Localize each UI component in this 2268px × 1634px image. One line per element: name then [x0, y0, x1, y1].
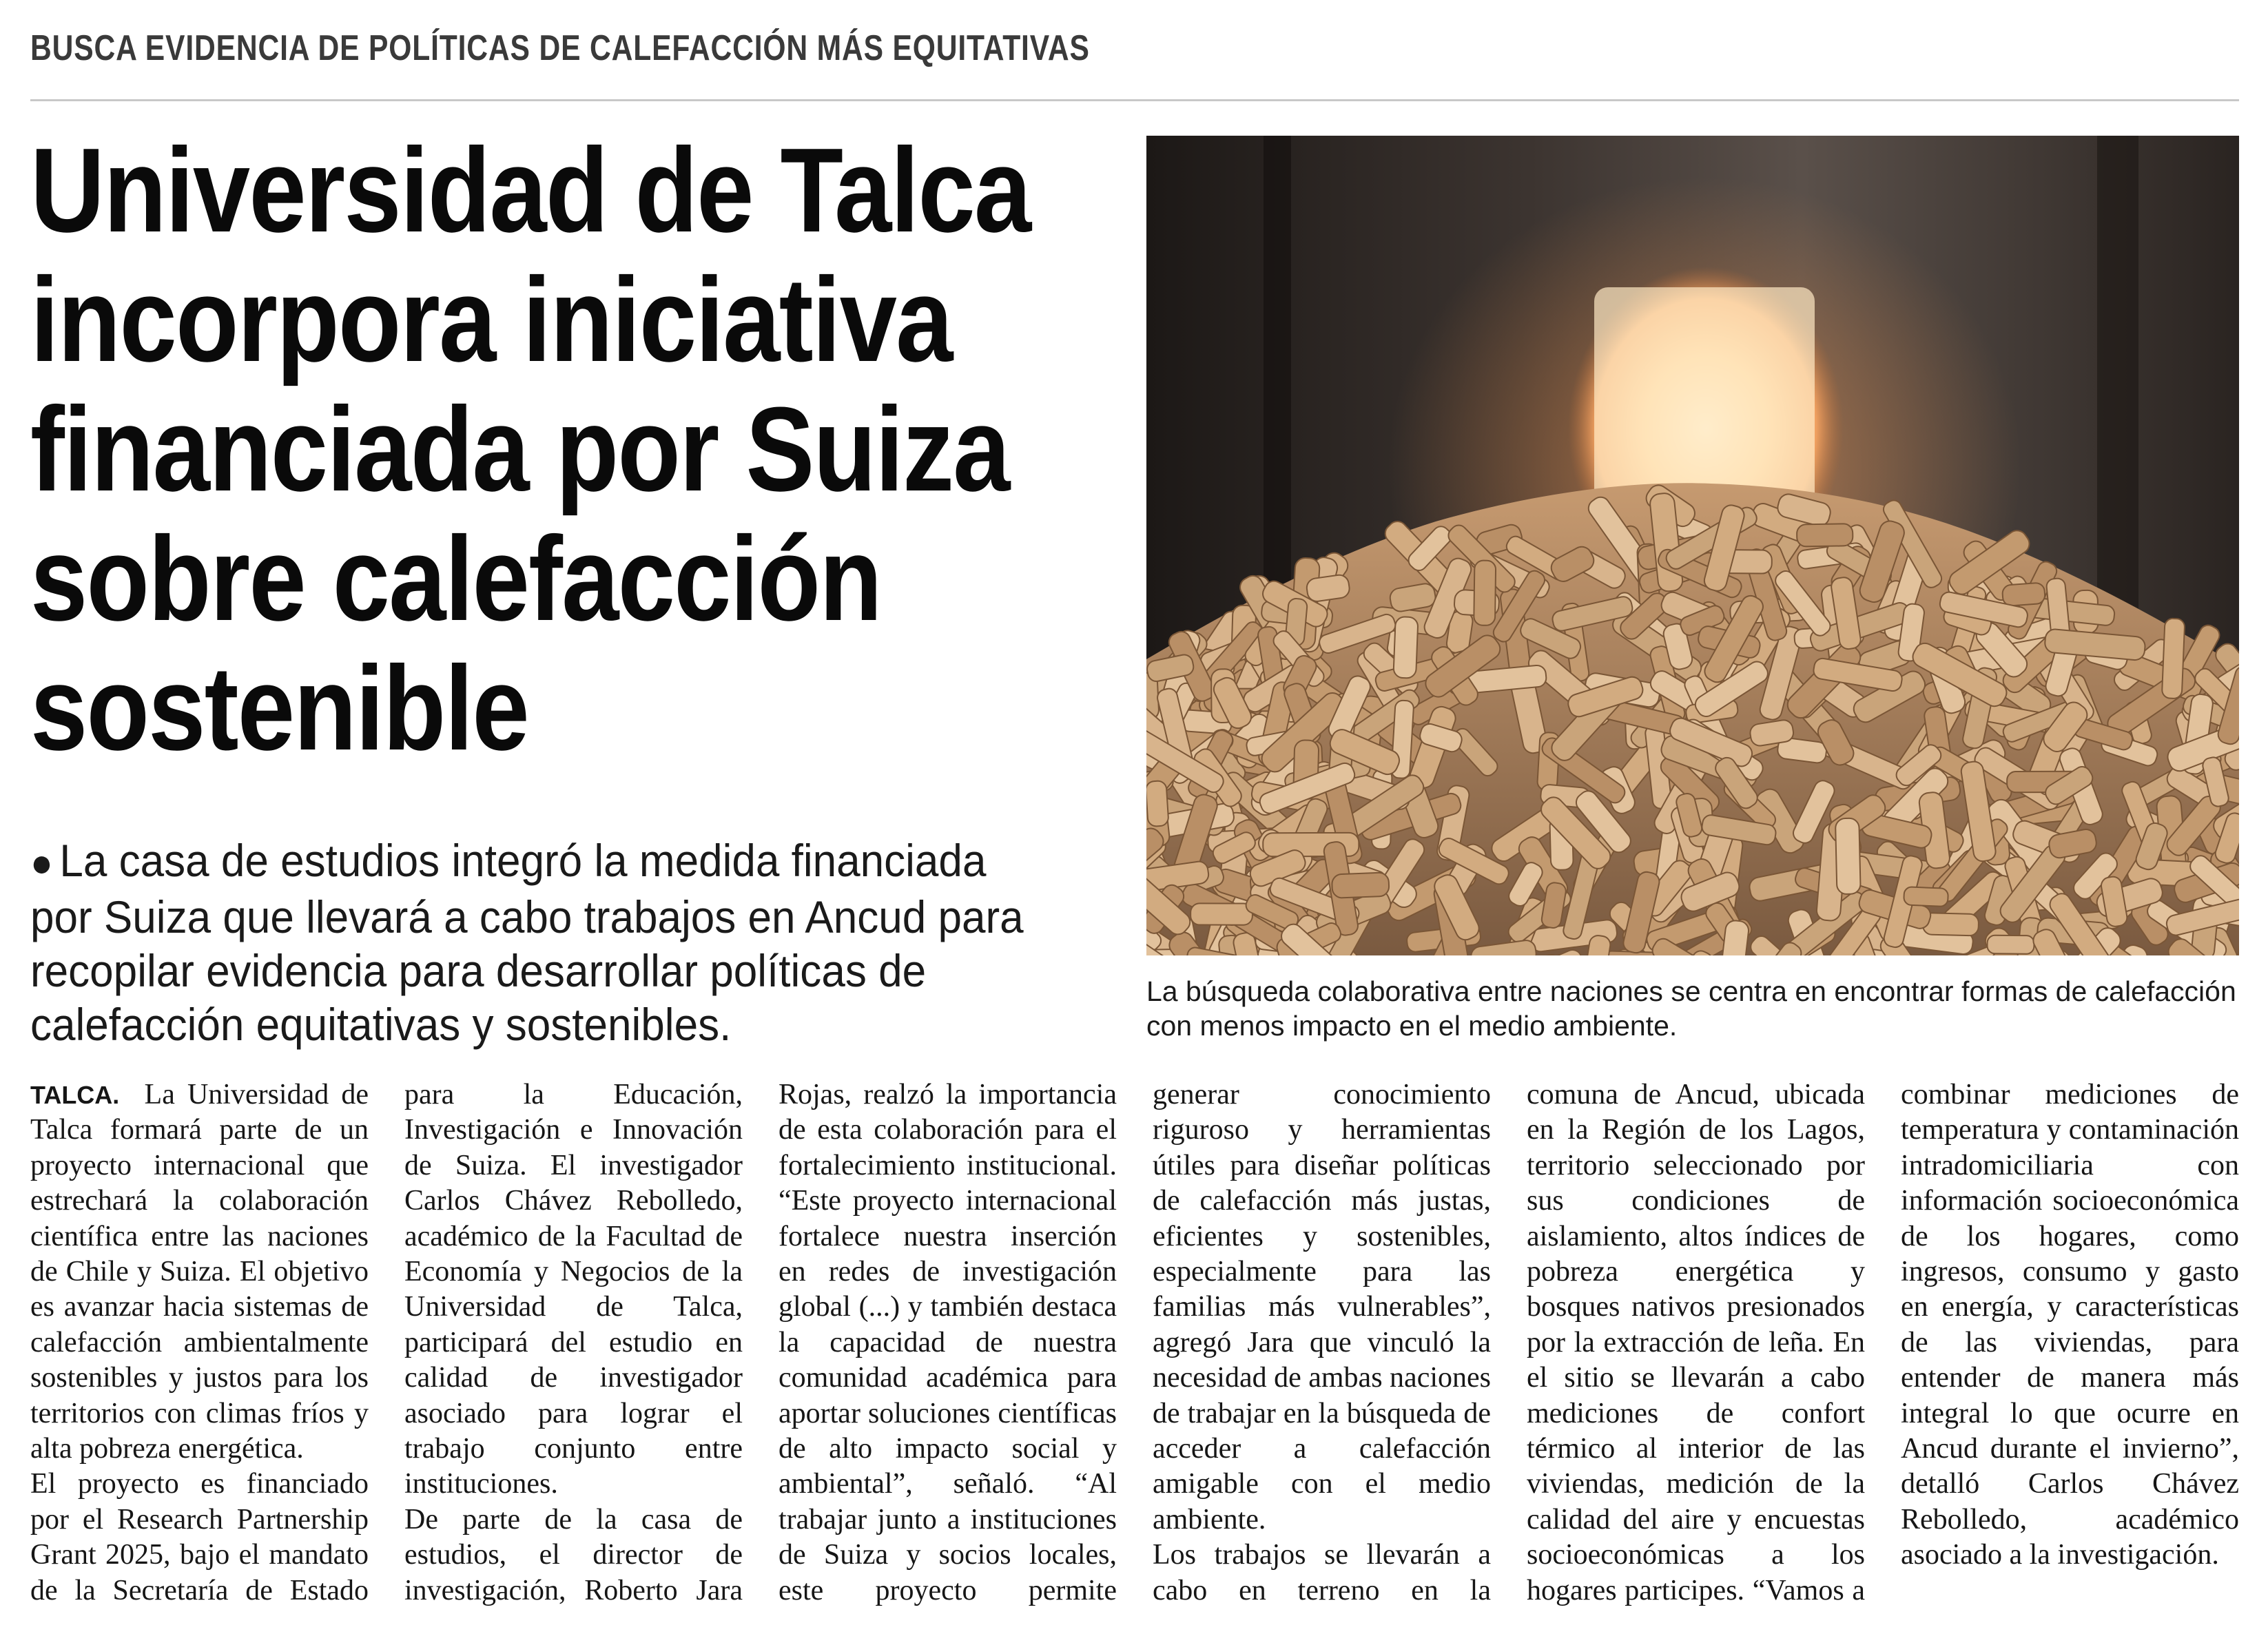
- pellet: [2162, 618, 2185, 699]
- body-text: De parte de la casa de estudios, el director de investigación, Roberto Jara Rojas, realzó la importancia de esta colaboración para el fortalecimiento institucional. “Este proyecto internacional fortalece nuestra inserción en redes de investigación global (...) y también destaca la capacidad de nuestra comunidad académica para aportar soluciones científicas de alto impacto social y ambiental”, señaló. “Al trabajar junto a instituciones de Suiza y socios locales, este proyecto permite generar conocimiento riguroso y herramientas útiles para diseñar políticas de calefacción más justas, eficientes y sostenibles, especialmente para las familias más vulnerables”, agregó Jara que vinculó la necesidad de ambas naciones de trabajar en la búsqueda de acceder a calefacción amigable con el medio ambiente.: [404, 1079, 1491, 1606]
- headline-line-4: sobre calefacción: [30, 511, 881, 645]
- pellet: [1332, 872, 1390, 898]
- lede-summary: [30, 834, 1053, 1051]
- headline: [30, 123, 1031, 775]
- wood-pellets-image: [1146, 136, 2239, 955]
- lede-text: La casa de estudios integró la medida financiada por Suiza que llevará a cabo trabajos en Ancud para recopilar evidencia para desarrollar políticas de calefacción equitativas y sostenibles.: [30, 835, 1024, 1050]
- headline-line-2: incorpora iniciativa: [30, 252, 952, 386]
- body-text: El proyecto es financiado por el Research Partnership Grant 2025, bajo el mandato de la Secretaría de Estado para la Educación, Investigación e Innovación de Suiza. El investigador Carlos Chávez Rebolledo, académico de la Facultad de Economía y Negocios de la Universidad de Talca, participará del estudio en calidad de investigador asociado para lograr el trabajo conjunto entre instituciones.: [30, 1079, 743, 1606]
- pellet: [2002, 582, 2045, 606]
- pellet: [1190, 903, 1252, 924]
- pellet: [1146, 780, 1169, 827]
- headline-line-1: Universidad de Talca: [30, 123, 1031, 257]
- body-text: Los trabajos se llevarán a cabo en terreno en la comuna de Ancud, ubicada en la Región de los Lagos, territorio seleccionado por sus condiciones de aislamiento, altos índices de pobreza energética y bosques nativos presionados por la extracción de leña. En el sitio se llevarán a cabo mediciones de confort térmico al interior de las viviendas, medición de la calidad del aire y encuestas socioeconómicas a los hogares participes. “Vamos a combinar mediciones de temperatura y contaminación intradomiciliaria con información socioeconómica de los hogares, como ingresos, consumo y gasto en energía, y características de las viviendas, para entender de manera más integral lo que ocurre en Ancud durante el invierno”, detalló Carlos Chávez Rebolledo, académico asociado a la investigación.: [1153, 1079, 2239, 1606]
- pellet: [1904, 887, 1948, 907]
- article-body: [30, 1077, 2239, 1615]
- pellet: [1835, 818, 1861, 895]
- photo-caption: La búsqueda colaborativa entre naciones se centra en encontrar formas de calefacción con menos impacto en el medio ambiente.: [1146, 975, 2236, 1042]
- section-kicker: BUSCA EVIDENCIA DE POLÍTICAS DE CALEFACCIÓN MÁS EQUITATIVAS: [30, 28, 1090, 68]
- pellet: [1797, 524, 1853, 546]
- article-photo: [1146, 136, 2239, 955]
- headline-line-3: financiada por Suiza: [30, 382, 1009, 516]
- headline-line-5: sostenible: [30, 641, 528, 775]
- pellet: [1393, 617, 1418, 679]
- dateline: TALCA.: [30, 1081, 120, 1109]
- header-rule: [30, 99, 2239, 101]
- bullet-icon: ●: [30, 840, 53, 885]
- body-text: La Universidad de Talca formará parte de un proyecto internacional que estrechará la colaboración científica entre las naciones de Chile y Suiza. El objetivo es avanzar hacia sistemas de calefacción ambientalmente sostenibles y justos para los territorios con climas fríos y alta pobreza energética.: [30, 1079, 369, 1465]
- pellet: [1987, 935, 2034, 954]
- body-paragraph-1: [30, 1077, 369, 1467]
- pellet: [1474, 561, 1496, 625]
